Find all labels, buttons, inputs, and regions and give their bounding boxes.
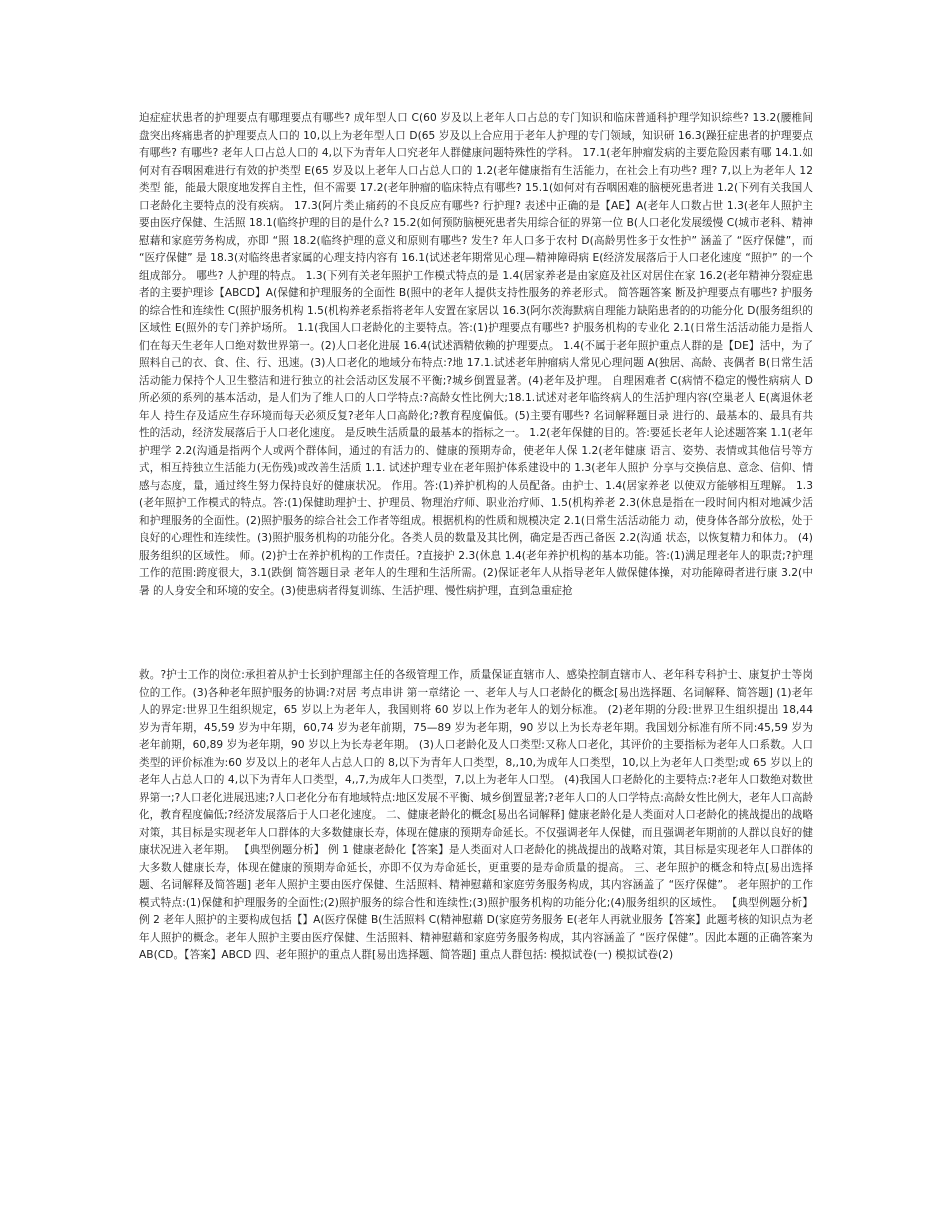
body-paragraph: 救。?护士工作的岗位:承担着从护士长到护理部主任的各级管理工作，质量保证直辖市人、感染控制直辖市人、老年科专科护士、康复护士等岗位的工作。(3)各种老年照护服务的协调:?对居 考点串讲 第一章绪论 一、老年人与人口老龄化的概念[易出选择题、名词解释、简答题] (1)老年人的界定:世界卫生组织规定，65 岁以上为老年人，我国则将 60 岁以上作为老年人的划分标准。 (2)老年期的分段:世界卫生组织提出 18,44 岁为青年期，45,59 岁为中年期，60,74 岁为老年前期，75—89 岁为老年期，90 岁以上为长寿老年期。我国划分标准有所不同:45,59 岁为老年前期，60,89 岁为老年期，90 岁以上为长寿老年期。 (3)人口老龄化及人口类型:又称人口老化，其评价的主要指标为老年人口系数。人口类型的评价标准为:60 岁及以上的老年人占总人口的 8,以下为青年人口类型，8,,10,为成年人口类型，10,以上为老年人口类型;或 65 岁以上的老年人占总人口的 4,以下为青年人口类型，4,,7,为成年人口类型，7,以上为老年人口型。 (4)我国人口老龄化的主要特点:?老年人口数绝对数世界第一;?人口老化进展迅速;?人口老化分布有地域特点:地区发展不平衡、城乡倒置显著;?老年人口的人口学特点:高龄女性比例大，老年人口高龄化，教育程度偏低;?经济发展落后于人口老化速度。 二、健康老龄化的概念[易出名词解释] 健康老龄化是人类面对人口老龄化的挑战提出的战略对策，其目标是实现老年人口群体的大多数健康长寿，体现在健康的预期寿命延长。不仅强调老年人保健，而且强调老年期前的人群以良好的健康状况进入老年期。 【典型例题分析】 例 1 健康老龄化【答案】是人类面对人口老龄化的挑战提出的战略对策，其目标是实现老年人口群体的大多数人健康长寿，体现在健康的预期寿命延长，亦即不仅为寿命延长，更重要的是寿命质量的提高。 三、老年照护的概念和特点[易出选择题、名词解释及简答题] 老年人照护主要由医疗保健、生活照料、精神慰藉和家庭劳务服务构成，其内容涵盖了 “医疗保健”。 老年照护的工作模式特点:(1)保健和护理服务的全面性;(2)照护服务的综合性和连续性;(3)照护服务机构的功能分化;(4)服务组织的区域性。 【典型例题分析】 例 2 老年人照护的主要构成包括【】A(医疗保健 B(生活照料 C(精神慰藉 D(家庭劳务服务 E(老年人再就业服务【答案】此题考核的知识点为老年人照护的概念。老年人照护主要由医疗保健、生活照料、精神慰藉和家庭劳务服务构成，其内容涵盖了 “医疗保健”。因此本题的正确答案为 AB(CD。【答案】ABCD 四、老年照护的重点人群[易出选择题、简答题] 重点人群包括: 模拟试卷(一) 模拟试卷(2) [139, 669, 813, 961]
body-paragraph: 迫症症状患者的护理要点有哪理要点有哪些? 成年型人口 C(60 岁及以上老年人口占总的专门知识和临床普通科护理学知识综些? 13.2(腰椎间盘突出疼痛患者的护理要点人口的 10,以上为老年型人口 D(65 岁及以上合应用于老年人护理的专门领域，知识研 16.3(躁狂症患者的护理要点有哪些? 有哪些? 老年人口占总人口的 4,以下为青年人口究老年人群健康问题特殊性的学科。 17.1(老年肿瘤发病的主要危险因素有哪 14.1.如何对有吞咽困难进行有效的护类型 E(65 岁及以上老年人口占总人口的 1.2(老年健康指有生活能力，在社会上有功些? 理? 7,以上为老年人 12 类型 能，能最大限度地发挥自主性，但不需要 17.2(老年肿瘤的临床特点有哪些? 15.1(如何对有吞咽困难的脑梗死患者进 1.2(下列有关我国人口老龄化主要特点的没有疾病。 17.3(阿片类止痛药的不良反应有哪些? 行护理? 表述中正确的是【AE】A(老年人口数占世 1.3(老年人照护主要由医疗保健、生活照 18.1(临终护理的目的是什么? 15.2(如何预防脑梗死患者失用综合征的界第一位 B(人口老化发展缓慢 C(城市老科、精神慰藉和家庭劳务构成，亦即 “照 18.2(临终护理的意义和原则有哪些? 发生? 年人口多于农村 D(高龄男性多于女性护” 涵盖了 “医疗保健”，而 “医疗保健” 是 18.3(对临终患者家属的心理支持内容有 16.1(试述老年期常见心理—精神障碍病 E(经济发展落后于人口老化速度 “照护” 的一个组成部分。 哪些? 人护理的特点。 1.3(下列有关老年照护工作模式特点的是 1.4(居家养老是由家庭及社区对居住在家 16.2(老年精神分裂症患者的主要护理诊【ABCD】A(保健和护理服务的全面性 B(照中的老年人提供支持性服务的养老形式。 简答题答案 断及护理要点有哪些? 护服务的综合性和连续性 C(照护服务机构 1.5(机构养老系指将老年人安置在家居以 16.3(阿尔茨海默病自理能力缺陷患者的的功能分化 D(服务组织的区域性 E(照外的专门养护场所。 1.1(我国人口老龄化的主要特点。答:(1)护理要点有哪些? 护服务机构的专业化 2.1(日常生活活动能力是指人们在每天生老年人口绝对数世界第一。(2)人口老化进展 16.4(试述酒精依赖的护理要点。 1.4(不属于老年照护重点人群的是【DE】活中，为了照料自己的衣、食、住、行、迅速。(3)人口老化的地域分布特点:?地 17.1.试述老年肿瘤病人常见心理问题 A(独居、高龄、丧偶者 B(日常生活活动能力保持个人卫生整洁和进行独立的社会活动区发展不平衡;?城乡倒置显著。(4)老年及护理。 自理困难者 C(病情不稳定的慢性病病人 D 所必须的系列的基本活动，是人们为了维人口的人口学特点:?高龄女性比例大;18.1.试述对老年临终病人的生活护理内容(空巢老人 E(离退休老年人 持生存及适应生存环境而每天必须反复?老年人口高龄化;?教育程度偏低。(5)主要有哪些? 名词解释题目录 进行的、最基本的、最具有共性的活动，经济发展落后于人口老化速度。 是反映生活质量的最基本的指标之一。 1.2(老年保健的目的。答:要延长老年人论述题答案 1.1(老年护理学 2.2(沟通是指两个人或两个群体间，通过的有活力的、健康的预期寿命，使老年人保 1.2(老年健康 语言、姿势、表情或其他信号等方式，相互持独立生活能力(无伤残)或改善生活质 1.1. 试述护理专业在老年照护体系建设中的 1.3(老年人照护 分享与交换信息、意念、信仰、情感与态度，量，通过终生努力保持良好的健康状况。 作用。答:(1)养护机构的人员配备。由护士、1.4(居家养老 以使双方能够相互理解。 1.3(老年照护工作模式的特点。答:(1)保健助理护士、护理员、物理治疗师、职业治疗师、1.5(机构养老 2.3(休息是指在一段时间内相对地减少活和护理服务的全面性。(2)照护服务的综合社会工作者等组成。根据机构的性质和规模决定 2.1(日常生活活动能力 动，使身体各部分放松，处于良好的心理性和连续性。(3)照护服务机构的功能分化。各类人员的数量及其比例，确定是否西己备医 2.2(沟通 状态，以恢复精力和体力。 (4)服务组织的区域性。 师。(2)护士在养护机构的工作责任。?直接护 2.3(休息 1.4(老年养护机构的基本功能。答:(1)满足理老年人的职责;?护理工作的范围:跨度很大，3.1(跌倒 简答题目录 老年人的生理和生活所需。(2)保证老年人从指导老年人做保健体操，对功能障碍者进行康 3.2(中暑 的人身安全和环境的安全。(3)使患病者得复训练、生活护理、慢性病护理，直到急重症抢 [139, 112, 813, 597]
